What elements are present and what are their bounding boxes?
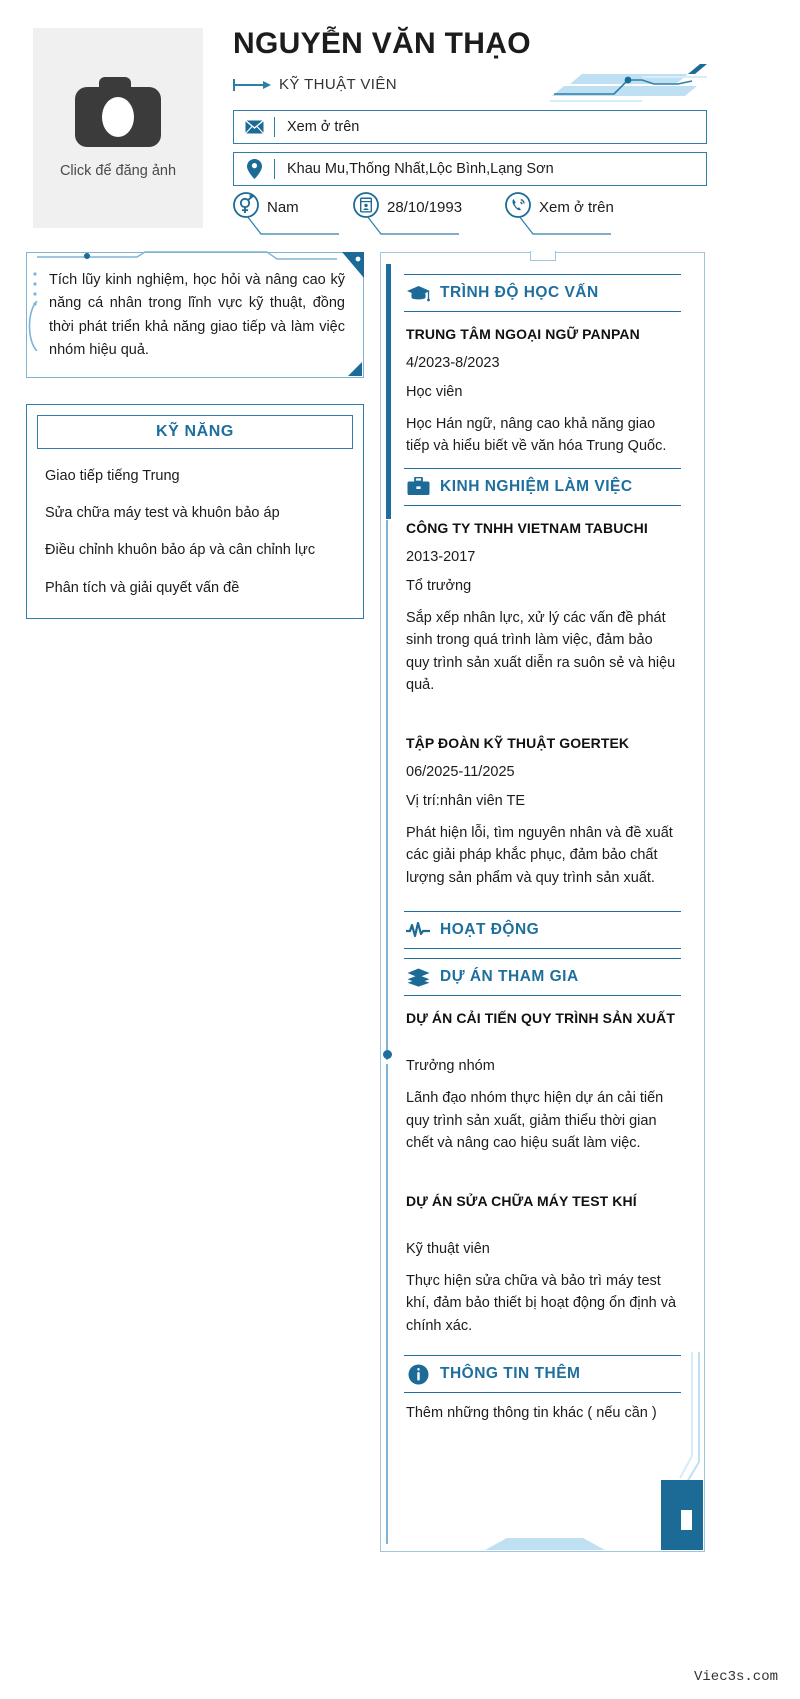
info-circle-icon	[406, 1363, 430, 1385]
experience-entry	[404, 721, 681, 893]
meta-tail-line	[367, 216, 459, 236]
entry-date	[406, 1222, 679, 1241]
phone-field[interactable]	[505, 192, 614, 223]
entry-organization: TRUNG TÂM NGOẠI NGỮ PANPAN	[406, 326, 640, 342]
list-item: Điều chỉnh khuôn bảo áp và cân chỉnh lực	[45, 542, 316, 559]
entry-organization: CÔNG TY TNHH VIETNAM TABUCHI	[406, 519, 648, 536]
skills-card	[26, 404, 364, 619]
photo-upload-label: Click để đăng ảnh	[59, 163, 177, 179]
list-item: Giao tiếp tiếng Trung	[45, 467, 180, 484]
dob-value: 28/10/1993	[387, 199, 463, 216]
briefcase-icon	[406, 476, 430, 498]
candidate-name: NGUYỄN VĂN THẠO	[233, 27, 531, 60]
panel-timeline-dot	[383, 1050, 392, 1059]
skills-title: KỸ NĂNG	[156, 422, 234, 440]
envelope-icon	[234, 120, 274, 134]
section-header-education	[404, 274, 681, 312]
extra-info-text: Thêm những thông tin khác ( nếu cần )	[406, 1405, 657, 1422]
section-header-projects	[404, 958, 681, 996]
panel-accent-line-lower	[386, 1064, 388, 1544]
right-panel-content	[394, 260, 691, 1433]
project-entry	[404, 996, 681, 1158]
corner-decoration-bottom	[348, 362, 362, 376]
project-entry	[404, 1179, 681, 1341]
address-value: Khau Mu,Thống Nhất,Lộc Bình,Lạng Sơn	[287, 161, 554, 177]
entry-description: Sắp xếp nhân lực, xử lý các vấn đề phát sinh trong quá trình làm việc, đảm bảo quy trình sản xuất diễn ra suôn sẻ và hiệu quả.	[406, 609, 676, 694]
card-top-decoration	[37, 251, 337, 261]
meta-tail-line	[519, 216, 611, 236]
phone-value: Xem ở trên	[539, 199, 614, 216]
entry-description: Thực hiện sửa chữa và bảo trì máy test khí, đảm bảo thiết bị hoạt động ổn định và chính xác.	[406, 1272, 677, 1334]
entry-organization: TẬP ĐOÀN KỸ THUẬT GOERTEK	[406, 734, 630, 751]
entry-description: Học Hán ngữ, nâng cao khả năng giao tiếp và hiểu biết về văn hóa Trung Quốc.	[406, 416, 667, 455]
entry-organization: DỰ ÁN CẢI TIẾN QUY TRÌNH SẢN XUẤT	[406, 1010, 675, 1027]
right-column	[380, 252, 705, 1552]
address-field[interactable]	[233, 152, 707, 186]
pulse-icon	[406, 919, 430, 941]
education-entry	[404, 312, 681, 462]
graduation-cap-icon	[406, 282, 430, 304]
meta-tail-line	[247, 216, 339, 236]
section-title: KINH NGHIỆM LÀM VIỆC	[440, 477, 633, 495]
layers-icon	[406, 966, 430, 988]
objective-text: Tích lũy kinh nghiệm, học hỏi và nâng cao kỹ năng cá nhân trong lĩnh vực kỹ thuật, đồng thời phát triển khả năng giao tiếp và làm việc nhóm hiệu quả.	[49, 272, 345, 359]
spacer	[404, 701, 681, 721]
spacer	[404, 1159, 681, 1179]
entry-description: Phát hiện lỗi, tìm nguyên nhân và đề xuất các giải pháp khắc phục, đảm bảo chất lượng sản phẩm và quy trình sản xuất.	[406, 824, 673, 886]
section-title: DỰ ÁN THAM GIA	[440, 968, 579, 986]
entry-position: Học viên	[406, 384, 463, 400]
candidate-role: KỸ THUẬT VIÊN	[279, 76, 398, 93]
email-field[interactable]	[233, 110, 707, 144]
dob-field[interactable]	[353, 192, 462, 223]
experience-entry	[404, 506, 681, 701]
objective-card	[26, 252, 364, 378]
entry-date	[406, 1039, 679, 1058]
list-item: Sửa chữa máy test và khuôn bảo áp	[45, 505, 280, 522]
meta-row	[233, 192, 713, 236]
entry-date: 2013-2017	[406, 548, 476, 565]
photo-upload-box[interactable]	[33, 28, 203, 228]
section-header-extra-info	[404, 1355, 681, 1393]
entry-organization: DỰ ÁN SỬA CHỮA MÁY TEST KHÍ	[406, 1192, 637, 1209]
gender-value: Nam	[267, 199, 299, 216]
candidate-role-row	[233, 76, 397, 93]
section-title: TRÌNH ĐỘ HỌC VẤN	[440, 284, 599, 301]
panel-bottom-decoration	[485, 1538, 605, 1550]
panel-corner-notch	[681, 1510, 692, 1530]
site-watermark: Viec3s.com	[693, 1669, 778, 1685]
decorative-wave-graphic	[492, 60, 707, 108]
section-header-experience	[404, 468, 681, 506]
camera-icon	[75, 77, 161, 147]
section-title: HOẠT ĐỘNG	[440, 921, 540, 939]
entry-date: 06/2025-11/2025	[406, 763, 515, 780]
panel-accent-line	[386, 520, 388, 1060]
entry-description: Lãnh đạo nhóm thực hiện dự án cải tiến quy trình sản xuất, giảm thiểu thời gian chết và nâng cao hiệu suất làm việc.	[406, 1090, 664, 1152]
section-title: THÔNG TIN THÊM	[440, 1365, 581, 1383]
email-value: Xem ở trên	[287, 119, 360, 135]
section-header-activities	[404, 911, 681, 949]
left-curve-decoration	[25, 301, 39, 351]
entry-position: Vị trí:nhân viên TE	[406, 792, 526, 809]
entry-position: Kỹ thuật viên	[406, 1240, 490, 1257]
gender-field[interactable]	[233, 192, 299, 223]
skills-list	[27, 449, 363, 600]
arrow-right-icon	[233, 78, 271, 92]
left-column	[26, 252, 364, 619]
list-item: Phân tích và giải quyết vấn đề	[45, 579, 240, 596]
entry-position: Tổ trưởng	[406, 577, 472, 594]
entry-position: Trưởng nhóm	[406, 1058, 495, 1075]
map-pin-icon	[234, 159, 274, 179]
panel-accent-bar	[386, 264, 391, 519]
corner-decoration	[340, 252, 364, 278]
skills-title-box	[37, 415, 353, 449]
cv-header	[0, 0, 800, 238]
entry-date: 4/2023-8/2023	[406, 355, 500, 371]
